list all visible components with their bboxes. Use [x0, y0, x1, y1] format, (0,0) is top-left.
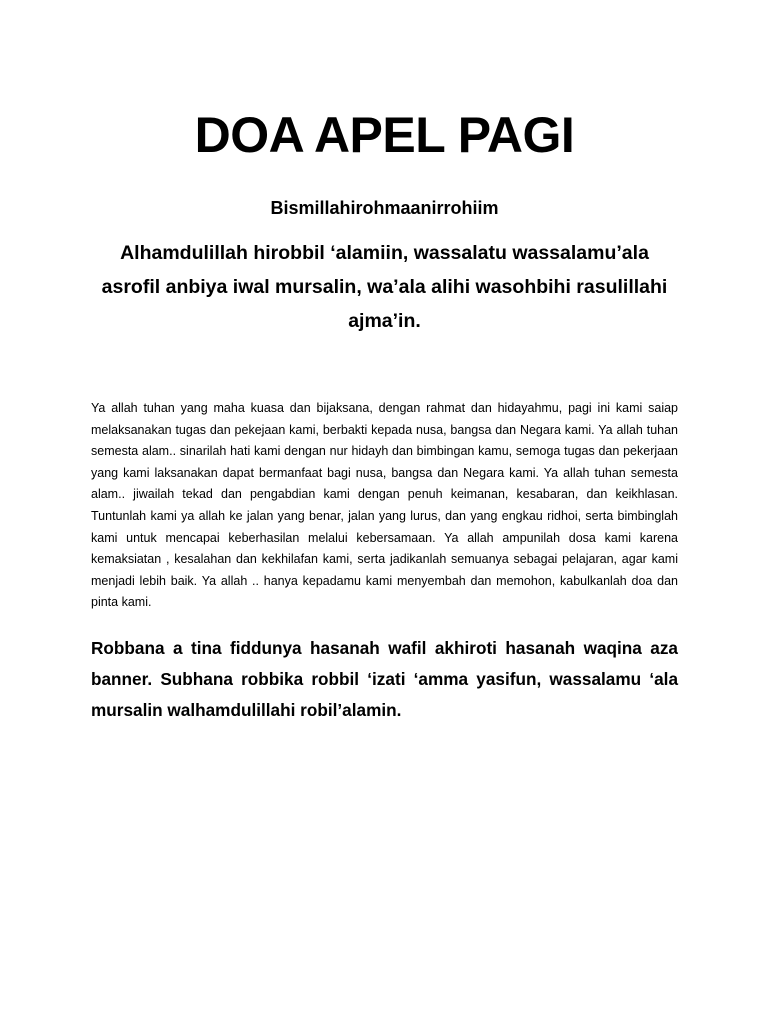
closing-paragraph: Robbana a tina fiddunya hasanah wafil akhiroti hasanah waqina aza banner. Subhana robbika robbil ‘izati ‘amma yasifun, wassalamu ‘ala mursalin walhamdulillahi robil’alamin.	[91, 637, 678, 720]
opening-line: Bismillahirohmaanirrohiim	[270, 198, 499, 218]
praise-paragraph: Alhamdulillah hirobbil ‘alamiin, wassalatu wassalamu’ala asrofil anbiya iwal mursalin, wa’ala alihi wasohbihi rasulillahi ajma’in.	[101, 242, 668, 332]
document-title: DOA APEL PAGI	[194, 107, 575, 163]
prayer-body-paragraph: Ya allah tuhan yang maha kuasa dan bijaksana, dengan rahmat dan hidayahmu, pagi ini kami saiap melaksanakan tugas dan pekejaan kami, berbakti kepada nusa, bangsa dan Negara kami. Ya allah tuhan semesta alam.. sinarilah hati kami dengan nur hidayh dan bimbingan kamu, semoga tugas dan pekerjaan yang kami laksanakan dapat bermanfaat bagi nusa, bangsa dan Negara kami. Ya allah tuhan semesta alam.. jiwailah tekad dan pengabdian kami dengan penuh keimanan, kesabaran, dan keikhlasan. Tuntunlah kami ya allah ke jalan yang benar, jalan yang lurus, dan yang engkau ridhoi, serta bimbinglah kami untuk mencapai keberhasilan melalui kebersamaan. Ya allah ampunilah dosa kami karena kemaksiatan , kesalahan dan kekhilafan kami, serta jadikanlah semuanya sebagai pelajaran, agar kami menjadi lebih baik. Ya allah .. hanya kepadamu kami menyembah dan memohon, kabulkanlah doa dan pinta kami.	[91, 401, 678, 610]
